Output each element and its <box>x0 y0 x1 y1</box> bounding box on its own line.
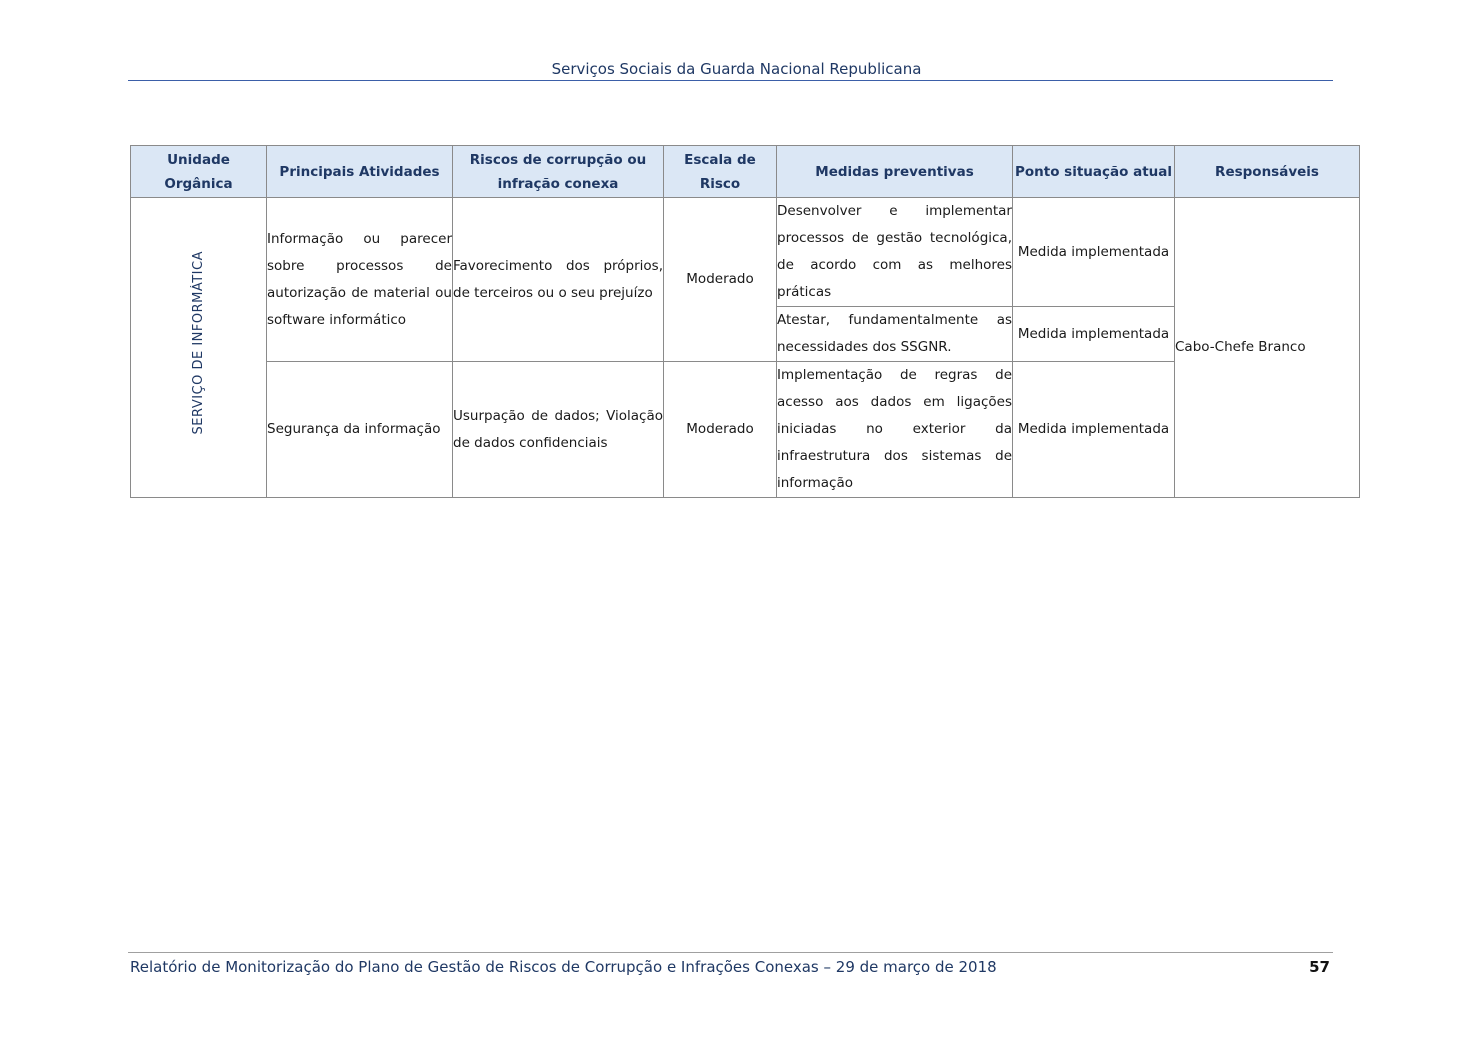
table-row <box>131 198 1360 307</box>
unit-cell <box>131 198 267 498</box>
scale-cell: Moderado <box>664 198 777 362</box>
risk-cell: Favorecimento dos próprios, de terceiros ou o seu prejuízo <box>453 198 664 362</box>
page-number: 57 <box>1309 958 1330 976</box>
col-header-risks: Riscos de corrupção ou infração conexa <box>453 146 664 198</box>
risk-cell: Usurpação de dados; Violação de dados confidenciais <box>453 362 664 498</box>
col-header-scale: Escala de Risco <box>664 146 777 198</box>
footer-text: Relatório de Monitorização do Plano de Gestão de Riscos de Corrupção e Infrações Conexas – 29 de março de 2018 <box>130 958 997 976</box>
col-header-measures: Medidas preventivas <box>777 146 1013 198</box>
activity-cell: Informação ou parecer sobre processos de autorização de material ou software informático <box>267 198 453 362</box>
status-cell: Medida implementada <box>1013 307 1175 362</box>
measure-cell: Implementação de regras de acesso aos dados em ligações iniciadas no exterior da infraestrutura dos sistemas de informação <box>777 362 1013 498</box>
responsible-cell: Cabo-Chefe Branco <box>1175 198 1360 498</box>
table-header-row <box>131 146 1360 198</box>
page-header-title: Serviços Sociais da Guarda Nacional Republicana <box>551 60 922 78</box>
activity-cell: Segurança da informação <box>267 362 453 498</box>
col-header-responsible: Responsáveis <box>1175 146 1360 198</box>
unit-label: SERVIÇO DE INFORMÁTICA <box>191 250 206 435</box>
status-cell: Medida implementada <box>1013 362 1175 498</box>
measure-cell: Atestar, fundamentalmente as necessidades dos SSGNR. <box>777 307 1013 362</box>
col-header-activities: Principais Atividades <box>267 146 453 198</box>
col-header-unit: Unidade Orgânica <box>131 146 267 198</box>
risk-table <box>130 145 1360 498</box>
status-cell: Medida implementada <box>1013 198 1175 307</box>
header-divider <box>128 80 1333 81</box>
footer-divider <box>128 952 1333 953</box>
col-header-status: Ponto situação atual <box>1013 146 1175 198</box>
measure-cell: Desenvolver e implementar processos de gestão tecnológica, de acordo com as melhores práticas <box>777 198 1013 307</box>
scale-cell: Moderado <box>664 362 777 498</box>
